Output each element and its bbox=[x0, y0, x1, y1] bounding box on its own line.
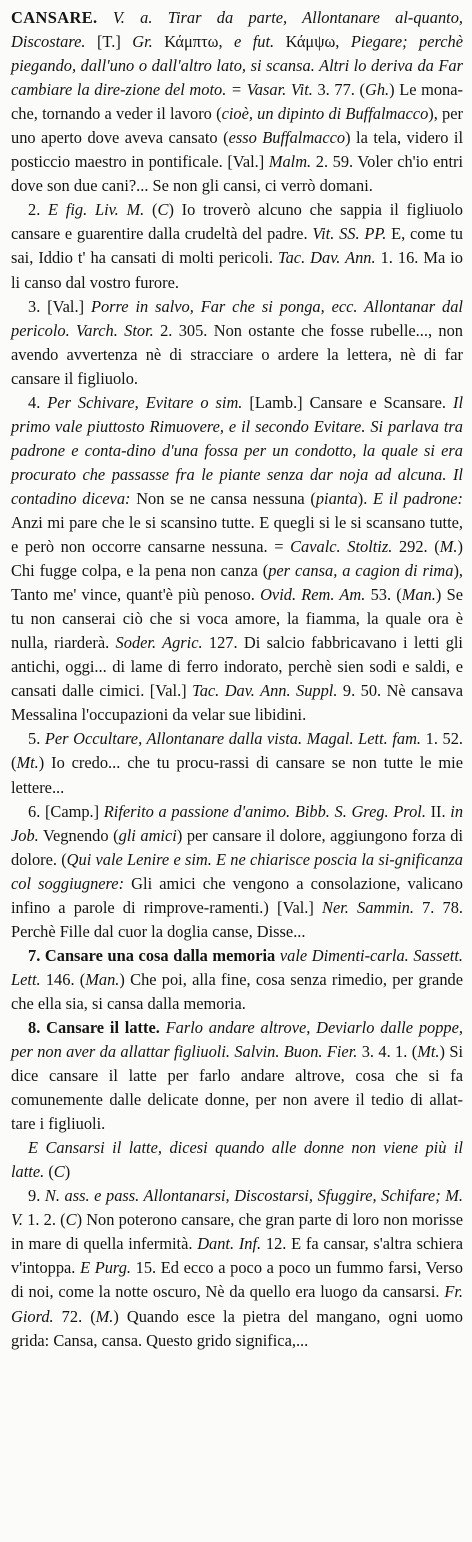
italic-run: Man. bbox=[401, 585, 436, 605]
italic-run: per cansa, a cagion di rima bbox=[268, 561, 454, 581]
text-run: 2. 59. Voler ch'io entri dove son due cani?... Se non gli cansi, ci verrò domani. bbox=[11, 152, 464, 196]
text-run: Non se ne cansa nessuna ( bbox=[130, 488, 316, 508]
entry-sense-8 bbox=[11, 1016, 463, 1136]
text-run: 3. [Val.] bbox=[28, 296, 91, 316]
text-run: 9. 50. Nè cansava Messalina l'occupazioni da velar sue libidini. bbox=[11, 681, 464, 725]
italic-run: Gh. bbox=[364, 80, 390, 100]
italic-run: Mt. bbox=[16, 753, 39, 773]
text-run: Κάμπτω, bbox=[152, 32, 235, 52]
italic-run: vale Dimenti-carla. Sassett. Lett. bbox=[11, 945, 463, 989]
text-run: ( bbox=[44, 1162, 54, 1182]
text-run: ) bbox=[64, 1162, 71, 1182]
italic-run: gli amici bbox=[118, 825, 177, 845]
entry-sense-9 bbox=[11, 1136, 463, 1184]
italic-run: M. bbox=[95, 1306, 114, 1326]
italic-run: Qui vale Lenire e sim. E ne chiarisce poscia la si-gnificanza col soggiugnere: bbox=[11, 849, 463, 893]
italic-run: Mt. bbox=[417, 1042, 440, 1062]
text-run: 3. 4. 1. ( bbox=[357, 1042, 418, 1062]
entry-sense-10 bbox=[11, 1184, 463, 1352]
text-run: 146. ( bbox=[40, 969, 86, 989]
italic-run: Per Occultare, Allontanare dalla vista. Magal. Lett. fam. bbox=[44, 729, 422, 749]
text-run: E, come tu sai, Iddio t' ha cansati di molti pericoli. bbox=[11, 224, 463, 268]
italic-run: Cavalc. Stoltiz. bbox=[290, 537, 393, 557]
italic-run: Soder. Agric. bbox=[115, 633, 203, 653]
italic-run: Farlo andare altrove, Deviarlo dalle poppe, per non aver da allattar figliuoli. Salvin. Buon. Fier. bbox=[11, 1017, 463, 1062]
italic-run: e fut. bbox=[234, 32, 275, 52]
text-run: 5. bbox=[28, 729, 45, 749]
italic-run: C bbox=[53, 1162, 65, 1182]
italic-run: Riferito a passione d'animo. Bibb. S. Greg. Prol. bbox=[103, 801, 426, 821]
text-run: ) Non poterono cansare, che gran parte di loro non morisse in mare di quella infermità. bbox=[11, 1210, 463, 1254]
italic-run: Il primo vale piuttosto Rimuovere, e il secondo Evitare. Si parlava tra padrone e conta-dino d'una fossa per un condotto, la quale si era procurato che passasse fra le piante senza dar noja ad alcuna. Il contadino diceva: bbox=[11, 392, 463, 508]
text-run: 12. E fa cansar, s'altra schiera v'intoppa. bbox=[11, 1234, 463, 1278]
italic-run: C bbox=[65, 1210, 77, 1230]
text-run: ), per uno aperto dove aveva cansato ( bbox=[11, 104, 463, 148]
text-run: 292. ( bbox=[392, 537, 440, 557]
text-run: ). bbox=[357, 488, 373, 508]
headword: CANSARE. bbox=[11, 8, 98, 27]
text-run: 6. [Camp.] bbox=[28, 801, 104, 821]
italic-run: Malm. bbox=[268, 152, 312, 172]
italic-run: esso Buffalmacco bbox=[228, 128, 346, 148]
text-run: 7. 78. Perchè Fille dal cuor la doglia canse, Disse... bbox=[11, 897, 464, 941]
italic-run: Piegare; perchè piegando, dall'uno o dall'altro lato, si scansa. Altri lo deriva da Far cambiare la dire-zione del moto. = Vasar. Vit. bbox=[11, 32, 464, 100]
text-run: Gli amici che vengono a consolazione, valicano infino a parole di rimprove-ramenti.) [Val.] bbox=[11, 873, 463, 917]
italic-run: Gr. bbox=[132, 32, 153, 52]
text-run: 2. bbox=[28, 200, 49, 220]
text-run: ) Che poi, alla fine, cosa senza rimedio, per grande che ella sia, si cansa dalla memoria. bbox=[11, 969, 463, 1013]
italic-run: E fig. Liv. M. bbox=[48, 200, 145, 220]
entry-sense-7 bbox=[11, 944, 463, 1016]
text-run: 1. 16. Ma io li canso dal vostro furore. bbox=[11, 248, 463, 292]
text-run: 15. Ed ecco a poco a poco un fummo farsi, Verso di noi, come la notte oscuro, Nè da quello era luogo da cansarsi. bbox=[11, 1258, 463, 1302]
text-run: 2. 305. Non ostante che fosse rubelle..., non avendo avvertenza nè di stracciare o ardere la lettera, nè di far cansare il figliuolo. bbox=[11, 320, 463, 388]
bold-phrase: 7. Cansare una cosa dalla memoria bbox=[28, 945, 276, 965]
italic-run: cioè, un dipinto di Buffalmacco bbox=[221, 104, 429, 124]
text-run: ) la tela, videro il posticcio maestro in pontificale. [Val.] bbox=[11, 128, 463, 172]
text-run: Vegnendo ( bbox=[38, 825, 119, 845]
italic-run: V. a. Tirar da parte, Allontanare al-quanto, Discostare. bbox=[11, 8, 463, 52]
text-run: 1. 52. ( bbox=[11, 729, 463, 773]
text-run: ), Tanto me' vince, quant'è più penoso. bbox=[11, 561, 463, 605]
italic-run: E Purg. bbox=[80, 1258, 131, 1278]
entry-sense-5 bbox=[11, 727, 463, 799]
text-run: ) Se tu non canserai ciò che si voca amore, la fiamma, la quale ora è nulla, riarderà. bbox=[11, 585, 463, 653]
text-run: ) Si dice cansare il latte per farlo andare altrove, cosa che si fa comunemente dalle delicate donne, per non avere il tedio di allat-tare i figliuoli. bbox=[11, 1042, 463, 1134]
italic-run: N. ass. e pass. Allontanarsi, Discostarsi, Sfuggire, Schifare; M. V. bbox=[11, 1186, 463, 1230]
text-run: 1. 2. ( bbox=[23, 1210, 66, 1230]
italic-run: Ovid. Rem. Am. bbox=[260, 585, 366, 605]
italic-run: M. bbox=[439, 537, 458, 557]
italic-run: Ner. Sammin. bbox=[322, 897, 414, 917]
entry-sense-4 bbox=[11, 391, 463, 728]
text-run: 3. 77. ( bbox=[312, 80, 365, 100]
text-run: ) Le mona-che, tornando a veder il lavoro ( bbox=[11, 80, 463, 124]
text-run: Κάμψω, bbox=[274, 32, 351, 52]
italic-run: Tac. Dav. Ann. bbox=[277, 248, 376, 268]
text-run: [T.] bbox=[85, 32, 133, 52]
italic-run: Tac. Dav. Ann. Suppl. bbox=[192, 681, 338, 701]
text-run: ) per cansare il dolore, aggiungono forza di dolore. ( bbox=[11, 825, 463, 869]
italic-run: Fr. Giord. bbox=[11, 1282, 463, 1326]
text-run: [Lamb.] Cansare e Scansare. bbox=[242, 392, 453, 412]
text-run: 72. ( bbox=[53, 1306, 96, 1326]
italic-run: E Cansarsi il latte, dicesi quando alle donne non viene più il latte. bbox=[11, 1138, 463, 1182]
italic-run: Vit. SS. PP. bbox=[312, 224, 387, 244]
text-run: 4. bbox=[28, 392, 48, 412]
text-run: ( bbox=[144, 200, 158, 220]
italic-run: Per Schivare, Evitare o sim. bbox=[47, 392, 243, 412]
text-run: ) Io credo... che tu procu-rassi di cansare se non tutte le mie lettere... bbox=[11, 753, 463, 797]
entry-sense-6 bbox=[11, 800, 463, 944]
bold-phrase: 8. Cansare il latte. bbox=[28, 1017, 160, 1037]
entry-headword-paragraph bbox=[11, 6, 463, 198]
text-run: ) Io troverò alcuno che sappia il figliuolo cansare e guarentire dalla crudeltà del padre. bbox=[11, 200, 464, 244]
italic-run: E il padrone: bbox=[373, 488, 464, 508]
dictionary-entry-cansare bbox=[11, 6, 463, 1353]
text-run: 9. bbox=[28, 1186, 45, 1206]
italic-run: Porre in salvo, Far che si ponga, ecc. Allontanar dal pericolo. Varch. Stor. bbox=[11, 296, 463, 340]
text-run: 127. Di salcio fabbricavano i letti gli antichi, oggi... di lame di ferro indorato, perchè sien sodi e saldi, e cansati dalle cimici. [Val.] bbox=[11, 633, 463, 701]
text-run: ) Quando esce la pietra del mangano, ogni uomo grida: Cansa, cansa. Questo grido significa,... bbox=[11, 1306, 463, 1350]
entry-sense-2 bbox=[11, 198, 463, 294]
italic-run: Dant. Inf. bbox=[197, 1234, 262, 1254]
text-run: 53. ( bbox=[365, 585, 402, 605]
text-run: Anzi mi pare che le si scansino tutte. E quegli si le si scansano tutte, e però non occorre cansarne nessuna. = bbox=[11, 512, 463, 557]
italic-run: Man. bbox=[85, 969, 120, 989]
text-run: II. bbox=[425, 801, 451, 821]
text-run: ) Chi fugge colpa, e la pena non canza ( bbox=[11, 537, 463, 581]
entry-sense-3 bbox=[11, 295, 463, 391]
italic-run: pianta bbox=[315, 488, 358, 508]
text-run bbox=[98, 8, 113, 27]
italic-run: C bbox=[157, 200, 169, 220]
italic-run: in Job. bbox=[11, 801, 464, 845]
